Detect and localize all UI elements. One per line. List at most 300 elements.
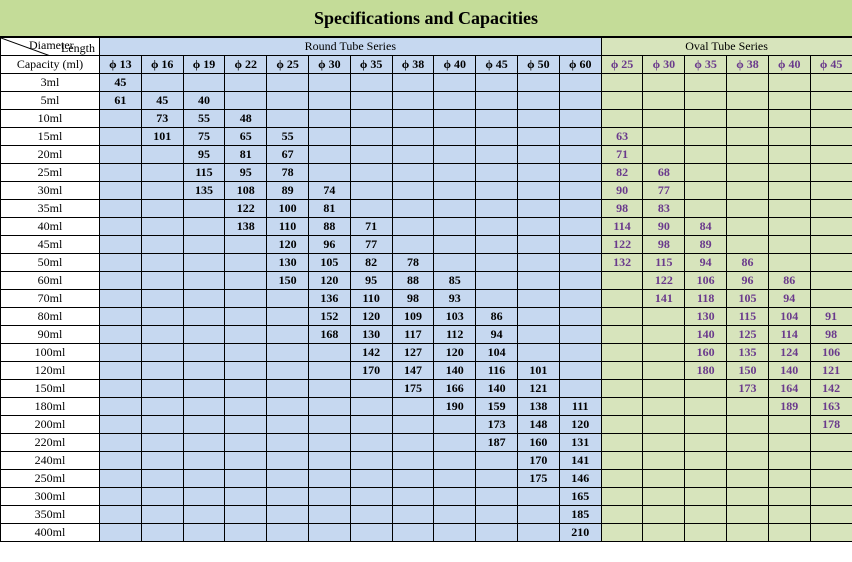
table-row xyxy=(1,290,852,308)
round-length-cell xyxy=(267,488,309,506)
oval-length-cell xyxy=(601,380,643,398)
oval-length-cell: 115 xyxy=(727,308,769,326)
oval-length-cell: 140 xyxy=(685,326,727,344)
round-length-cell xyxy=(100,164,142,182)
round-length-cell xyxy=(225,470,267,488)
oval-length-cell xyxy=(643,398,685,416)
round-length-cell xyxy=(350,380,392,398)
oval-length-cell xyxy=(601,470,643,488)
length-label: Length xyxy=(61,41,95,55)
diagonal-header-cell xyxy=(1,38,100,56)
round-length-cell: 40 xyxy=(183,92,225,110)
round-length-cell xyxy=(350,92,392,110)
oval-length-cell xyxy=(768,416,810,434)
round-length-cell: 175 xyxy=(517,470,559,488)
round-length-cell: 61 xyxy=(100,92,142,110)
round-length-cell xyxy=(141,308,183,326)
round-length-cell xyxy=(308,128,350,146)
round-length-cell xyxy=(517,92,559,110)
oval-length-cell: 82 xyxy=(601,164,643,182)
oval-length-cell: 94 xyxy=(768,290,810,308)
round-length-cell xyxy=(100,416,142,434)
round-length-cell xyxy=(517,506,559,524)
round-diameter-header: ϕ 30 xyxy=(308,56,350,74)
diameter-label: Diameter xyxy=(29,38,74,52)
capacity-cell: 350ml xyxy=(1,506,100,524)
oval-length-cell xyxy=(810,434,852,452)
round-length-cell: 120 xyxy=(350,308,392,326)
round-length-cell: 95 xyxy=(225,164,267,182)
oval-length-cell xyxy=(768,506,810,524)
round-length-cell xyxy=(267,344,309,362)
oval-length-cell xyxy=(643,308,685,326)
round-length-cell xyxy=(100,200,142,218)
oval-length-cell xyxy=(727,398,769,416)
oval-length-cell xyxy=(768,488,810,506)
round-diameter-header: ϕ 40 xyxy=(434,56,476,74)
round-length-cell xyxy=(267,524,309,542)
oval-length-cell xyxy=(601,344,643,362)
oval-length-cell: 71 xyxy=(601,146,643,164)
table-row xyxy=(1,254,852,272)
round-length-cell: 152 xyxy=(308,308,350,326)
oval-length-cell xyxy=(810,524,852,542)
round-length-cell xyxy=(308,110,350,128)
oval-length-cell xyxy=(601,110,643,128)
round-length-cell xyxy=(476,182,518,200)
round-length-cell xyxy=(141,146,183,164)
oval-length-cell xyxy=(810,74,852,92)
table-row xyxy=(1,452,852,470)
oval-length-cell xyxy=(810,146,852,164)
round-length-cell xyxy=(308,506,350,524)
oval-length-cell xyxy=(601,506,643,524)
round-length-cell xyxy=(183,200,225,218)
round-length-cell: 100 xyxy=(267,200,309,218)
page-title: Specifications and Capacities xyxy=(0,0,852,38)
round-length-cell xyxy=(141,506,183,524)
capacity-cell: 3ml xyxy=(1,74,100,92)
capacity-cell: 45ml xyxy=(1,236,100,254)
round-length-cell xyxy=(225,92,267,110)
round-length-cell: 173 xyxy=(476,416,518,434)
round-length-cell: 81 xyxy=(308,200,350,218)
round-length-cell xyxy=(517,182,559,200)
round-length-cell: 95 xyxy=(350,272,392,290)
oval-length-cell: 125 xyxy=(727,326,769,344)
oval-length-cell xyxy=(768,110,810,128)
oval-length-cell xyxy=(601,326,643,344)
oval-length-cell xyxy=(810,254,852,272)
table-row xyxy=(1,74,852,92)
round-length-cell xyxy=(476,488,518,506)
oval-length-cell xyxy=(768,524,810,542)
oval-length-cell xyxy=(685,110,727,128)
oval-length-cell xyxy=(768,452,810,470)
oval-length-cell xyxy=(685,434,727,452)
round-length-cell xyxy=(350,128,392,146)
round-length-cell: 48 xyxy=(225,110,267,128)
table-row xyxy=(1,344,852,362)
oval-length-cell xyxy=(727,92,769,110)
oval-length-cell xyxy=(685,452,727,470)
round-length-cell xyxy=(350,506,392,524)
round-length-cell xyxy=(141,218,183,236)
table-row xyxy=(1,434,852,452)
round-length-cell xyxy=(141,416,183,434)
round-length-cell xyxy=(267,434,309,452)
round-length-cell xyxy=(392,200,434,218)
oval-length-cell xyxy=(685,164,727,182)
oval-length-cell: 189 xyxy=(768,398,810,416)
table-row xyxy=(1,506,852,524)
oval-length-cell: 163 xyxy=(810,398,852,416)
oval-length-cell xyxy=(727,236,769,254)
oval-length-cell xyxy=(685,92,727,110)
round-length-cell xyxy=(225,236,267,254)
round-length-cell xyxy=(225,434,267,452)
round-length-cell: 140 xyxy=(434,362,476,380)
round-length-cell xyxy=(434,506,476,524)
round-length-cell xyxy=(350,416,392,434)
round-length-cell xyxy=(267,290,309,308)
round-length-cell: 150 xyxy=(267,272,309,290)
oval-length-cell: 160 xyxy=(685,344,727,362)
round-length-cell xyxy=(476,146,518,164)
round-length-cell: 45 xyxy=(100,74,142,92)
oval-length-cell xyxy=(643,524,685,542)
round-length-cell: 131 xyxy=(559,434,601,452)
round-length-cell xyxy=(225,326,267,344)
round-length-cell: 45 xyxy=(141,92,183,110)
oval-length-cell: 122 xyxy=(601,236,643,254)
table-row xyxy=(1,416,852,434)
round-length-cell xyxy=(392,218,434,236)
round-length-cell: 135 xyxy=(183,182,225,200)
round-length-cell: 74 xyxy=(308,182,350,200)
round-length-cell xyxy=(517,326,559,344)
round-length-cell xyxy=(517,488,559,506)
oval-length-cell: 121 xyxy=(810,362,852,380)
oval-length-cell xyxy=(810,290,852,308)
round-length-cell xyxy=(434,146,476,164)
round-length-cell xyxy=(183,416,225,434)
oval-series-header: Oval Tube Series xyxy=(601,38,852,56)
round-length-cell xyxy=(392,506,434,524)
capacity-table xyxy=(0,37,852,542)
round-length-cell xyxy=(225,344,267,362)
round-length-cell xyxy=(517,110,559,128)
oval-length-cell xyxy=(727,416,769,434)
oval-length-cell: 178 xyxy=(810,416,852,434)
round-length-cell xyxy=(476,290,518,308)
round-length-cell xyxy=(183,272,225,290)
round-length-cell xyxy=(183,326,225,344)
round-length-cell xyxy=(183,434,225,452)
oval-length-cell xyxy=(685,74,727,92)
round-length-cell xyxy=(434,524,476,542)
round-length-cell xyxy=(308,434,350,452)
round-length-cell: 116 xyxy=(476,362,518,380)
oval-length-cell: 94 xyxy=(685,254,727,272)
round-length-cell: 95 xyxy=(183,146,225,164)
round-length-cell xyxy=(141,74,183,92)
round-length-cell xyxy=(183,290,225,308)
oval-length-cell xyxy=(643,344,685,362)
round-length-cell xyxy=(225,506,267,524)
round-length-cell xyxy=(517,128,559,146)
round-length-cell: 120 xyxy=(434,344,476,362)
round-length-cell xyxy=(141,434,183,452)
round-length-cell xyxy=(350,164,392,182)
oval-length-cell xyxy=(768,434,810,452)
round-length-cell xyxy=(141,272,183,290)
round-length-cell xyxy=(559,326,601,344)
round-length-cell: 73 xyxy=(141,110,183,128)
oval-length-cell xyxy=(810,128,852,146)
table-row xyxy=(1,380,852,398)
oval-length-cell xyxy=(643,506,685,524)
round-length-cell: 65 xyxy=(225,128,267,146)
round-length-cell: 93 xyxy=(434,290,476,308)
round-length-cell xyxy=(350,74,392,92)
round-length-cell xyxy=(434,164,476,182)
round-length-cell: 168 xyxy=(308,326,350,344)
round-length-cell xyxy=(434,470,476,488)
oval-length-cell: 83 xyxy=(643,200,685,218)
oval-length-cell xyxy=(810,200,852,218)
capacity-cell: 220ml xyxy=(1,434,100,452)
round-length-cell: 55 xyxy=(267,128,309,146)
round-length-cell xyxy=(392,146,434,164)
oval-length-cell: 86 xyxy=(727,254,769,272)
round-length-cell: 170 xyxy=(517,452,559,470)
round-length-cell xyxy=(183,254,225,272)
round-length-cell xyxy=(183,524,225,542)
oval-length-cell: 135 xyxy=(727,344,769,362)
oval-length-cell xyxy=(768,128,810,146)
oval-length-cell xyxy=(727,182,769,200)
round-length-cell: 77 xyxy=(350,236,392,254)
oval-length-cell xyxy=(643,452,685,470)
round-length-cell xyxy=(392,164,434,182)
round-length-cell xyxy=(183,398,225,416)
oval-length-cell xyxy=(727,434,769,452)
round-length-cell xyxy=(392,74,434,92)
round-length-cell xyxy=(183,488,225,506)
round-length-cell: 85 xyxy=(434,272,476,290)
oval-length-cell xyxy=(727,164,769,182)
table-row xyxy=(1,182,852,200)
table-row xyxy=(1,218,852,236)
round-length-cell: 82 xyxy=(350,254,392,272)
oval-length-cell: 173 xyxy=(727,380,769,398)
oval-length-cell xyxy=(768,254,810,272)
round-length-cell xyxy=(434,92,476,110)
round-length-cell: 78 xyxy=(392,254,434,272)
oval-length-cell xyxy=(601,524,643,542)
oval-length-cell: 91 xyxy=(810,308,852,326)
round-length-cell xyxy=(434,434,476,452)
round-length-cell xyxy=(476,452,518,470)
round-length-cell: 96 xyxy=(308,236,350,254)
round-length-cell xyxy=(434,182,476,200)
round-length-cell xyxy=(308,380,350,398)
oval-length-cell xyxy=(643,416,685,434)
round-length-cell xyxy=(434,452,476,470)
oval-length-cell xyxy=(643,380,685,398)
round-length-cell xyxy=(476,164,518,182)
round-length-cell: 159 xyxy=(476,398,518,416)
round-diameter-header: ϕ 25 xyxy=(267,56,309,74)
oval-length-cell xyxy=(727,488,769,506)
table-row xyxy=(1,488,852,506)
table-row xyxy=(1,128,852,146)
round-length-cell: 71 xyxy=(350,218,392,236)
oval-length-cell xyxy=(727,452,769,470)
round-length-cell xyxy=(350,110,392,128)
round-length-cell xyxy=(100,524,142,542)
oval-length-cell xyxy=(685,488,727,506)
round-length-cell xyxy=(225,524,267,542)
diameter-header-row xyxy=(1,56,852,74)
round-length-cell: 187 xyxy=(476,434,518,452)
oval-length-cell xyxy=(810,272,852,290)
round-length-cell xyxy=(392,434,434,452)
round-length-cell xyxy=(183,452,225,470)
round-length-cell: 140 xyxy=(476,380,518,398)
oval-length-cell xyxy=(685,128,727,146)
round-length-cell xyxy=(308,146,350,164)
oval-length-cell xyxy=(685,524,727,542)
oval-length-cell xyxy=(685,416,727,434)
oval-length-cell: 84 xyxy=(685,218,727,236)
round-length-cell: 108 xyxy=(225,182,267,200)
round-length-cell xyxy=(559,200,601,218)
capacity-cell: 90ml xyxy=(1,326,100,344)
oval-diameter-header: ϕ 30 xyxy=(643,56,685,74)
capacity-cell: 30ml xyxy=(1,182,100,200)
round-length-cell: 101 xyxy=(141,128,183,146)
round-length-cell: 111 xyxy=(559,398,601,416)
round-length-cell: 120 xyxy=(308,272,350,290)
table-row xyxy=(1,470,852,488)
oval-length-cell: 141 xyxy=(643,290,685,308)
round-length-cell xyxy=(559,218,601,236)
round-length-cell xyxy=(267,308,309,326)
oval-length-cell xyxy=(643,326,685,344)
round-length-cell xyxy=(141,182,183,200)
round-length-cell xyxy=(350,200,392,218)
round-length-cell: 103 xyxy=(434,308,476,326)
round-length-cell: 105 xyxy=(308,254,350,272)
round-length-cell xyxy=(350,434,392,452)
oval-length-cell: 104 xyxy=(768,308,810,326)
oval-length-cell xyxy=(727,74,769,92)
round-length-cell xyxy=(141,326,183,344)
round-length-cell xyxy=(183,380,225,398)
oval-length-cell xyxy=(810,182,852,200)
oval-length-cell xyxy=(601,308,643,326)
oval-length-cell: 130 xyxy=(685,308,727,326)
oval-length-cell: 89 xyxy=(685,236,727,254)
round-length-cell xyxy=(267,110,309,128)
oval-length-cell xyxy=(810,110,852,128)
round-length-cell: 148 xyxy=(517,416,559,434)
round-length-cell xyxy=(308,488,350,506)
round-length-cell xyxy=(100,398,142,416)
oval-length-cell: 90 xyxy=(601,182,643,200)
round-diameter-header: ϕ 16 xyxy=(141,56,183,74)
round-diameter-header: ϕ 45 xyxy=(476,56,518,74)
round-length-cell xyxy=(267,506,309,524)
round-length-cell xyxy=(100,452,142,470)
round-length-cell: 210 xyxy=(559,524,601,542)
oval-length-cell xyxy=(643,434,685,452)
round-length-cell: 122 xyxy=(225,200,267,218)
round-length-cell xyxy=(141,344,183,362)
round-length-cell xyxy=(225,416,267,434)
oval-length-cell: 77 xyxy=(643,182,685,200)
oval-length-cell xyxy=(685,398,727,416)
round-length-cell xyxy=(100,434,142,452)
table-row xyxy=(1,200,852,218)
round-length-cell: 88 xyxy=(392,272,434,290)
oval-length-cell xyxy=(601,362,643,380)
round-length-cell xyxy=(225,272,267,290)
round-length-cell: 170 xyxy=(350,362,392,380)
round-length-cell xyxy=(141,398,183,416)
round-length-cell: 109 xyxy=(392,308,434,326)
round-length-cell xyxy=(559,362,601,380)
round-length-cell xyxy=(267,416,309,434)
round-length-cell: 88 xyxy=(308,218,350,236)
round-diameter-header: ϕ 22 xyxy=(225,56,267,74)
table-row xyxy=(1,362,852,380)
round-length-cell: 175 xyxy=(392,380,434,398)
round-length-cell xyxy=(267,92,309,110)
oval-length-cell xyxy=(727,506,769,524)
round-length-cell: 141 xyxy=(559,452,601,470)
round-length-cell xyxy=(100,254,142,272)
round-length-cell xyxy=(141,452,183,470)
round-length-cell xyxy=(225,398,267,416)
capacity-cell: 100ml xyxy=(1,344,100,362)
oval-length-cell xyxy=(643,110,685,128)
round-length-cell xyxy=(392,488,434,506)
oval-length-cell: 86 xyxy=(768,272,810,290)
oval-length-cell xyxy=(727,146,769,164)
capacity-cell: 180ml xyxy=(1,398,100,416)
round-length-cell xyxy=(100,290,142,308)
capacity-header: Capacity (ml) xyxy=(1,56,100,74)
oval-length-cell xyxy=(643,92,685,110)
oval-diameter-header: ϕ 35 xyxy=(685,56,727,74)
round-length-cell: 117 xyxy=(392,326,434,344)
round-length-cell: 78 xyxy=(267,164,309,182)
round-length-cell xyxy=(225,254,267,272)
capacity-cell: 50ml xyxy=(1,254,100,272)
round-length-cell xyxy=(183,506,225,524)
round-length-cell xyxy=(517,254,559,272)
oval-length-cell xyxy=(810,92,852,110)
oval-length-cell xyxy=(727,524,769,542)
round-length-cell xyxy=(308,344,350,362)
round-length-cell xyxy=(308,398,350,416)
round-length-cell xyxy=(225,290,267,308)
round-length-cell xyxy=(476,110,518,128)
oval-length-cell: 68 xyxy=(643,164,685,182)
